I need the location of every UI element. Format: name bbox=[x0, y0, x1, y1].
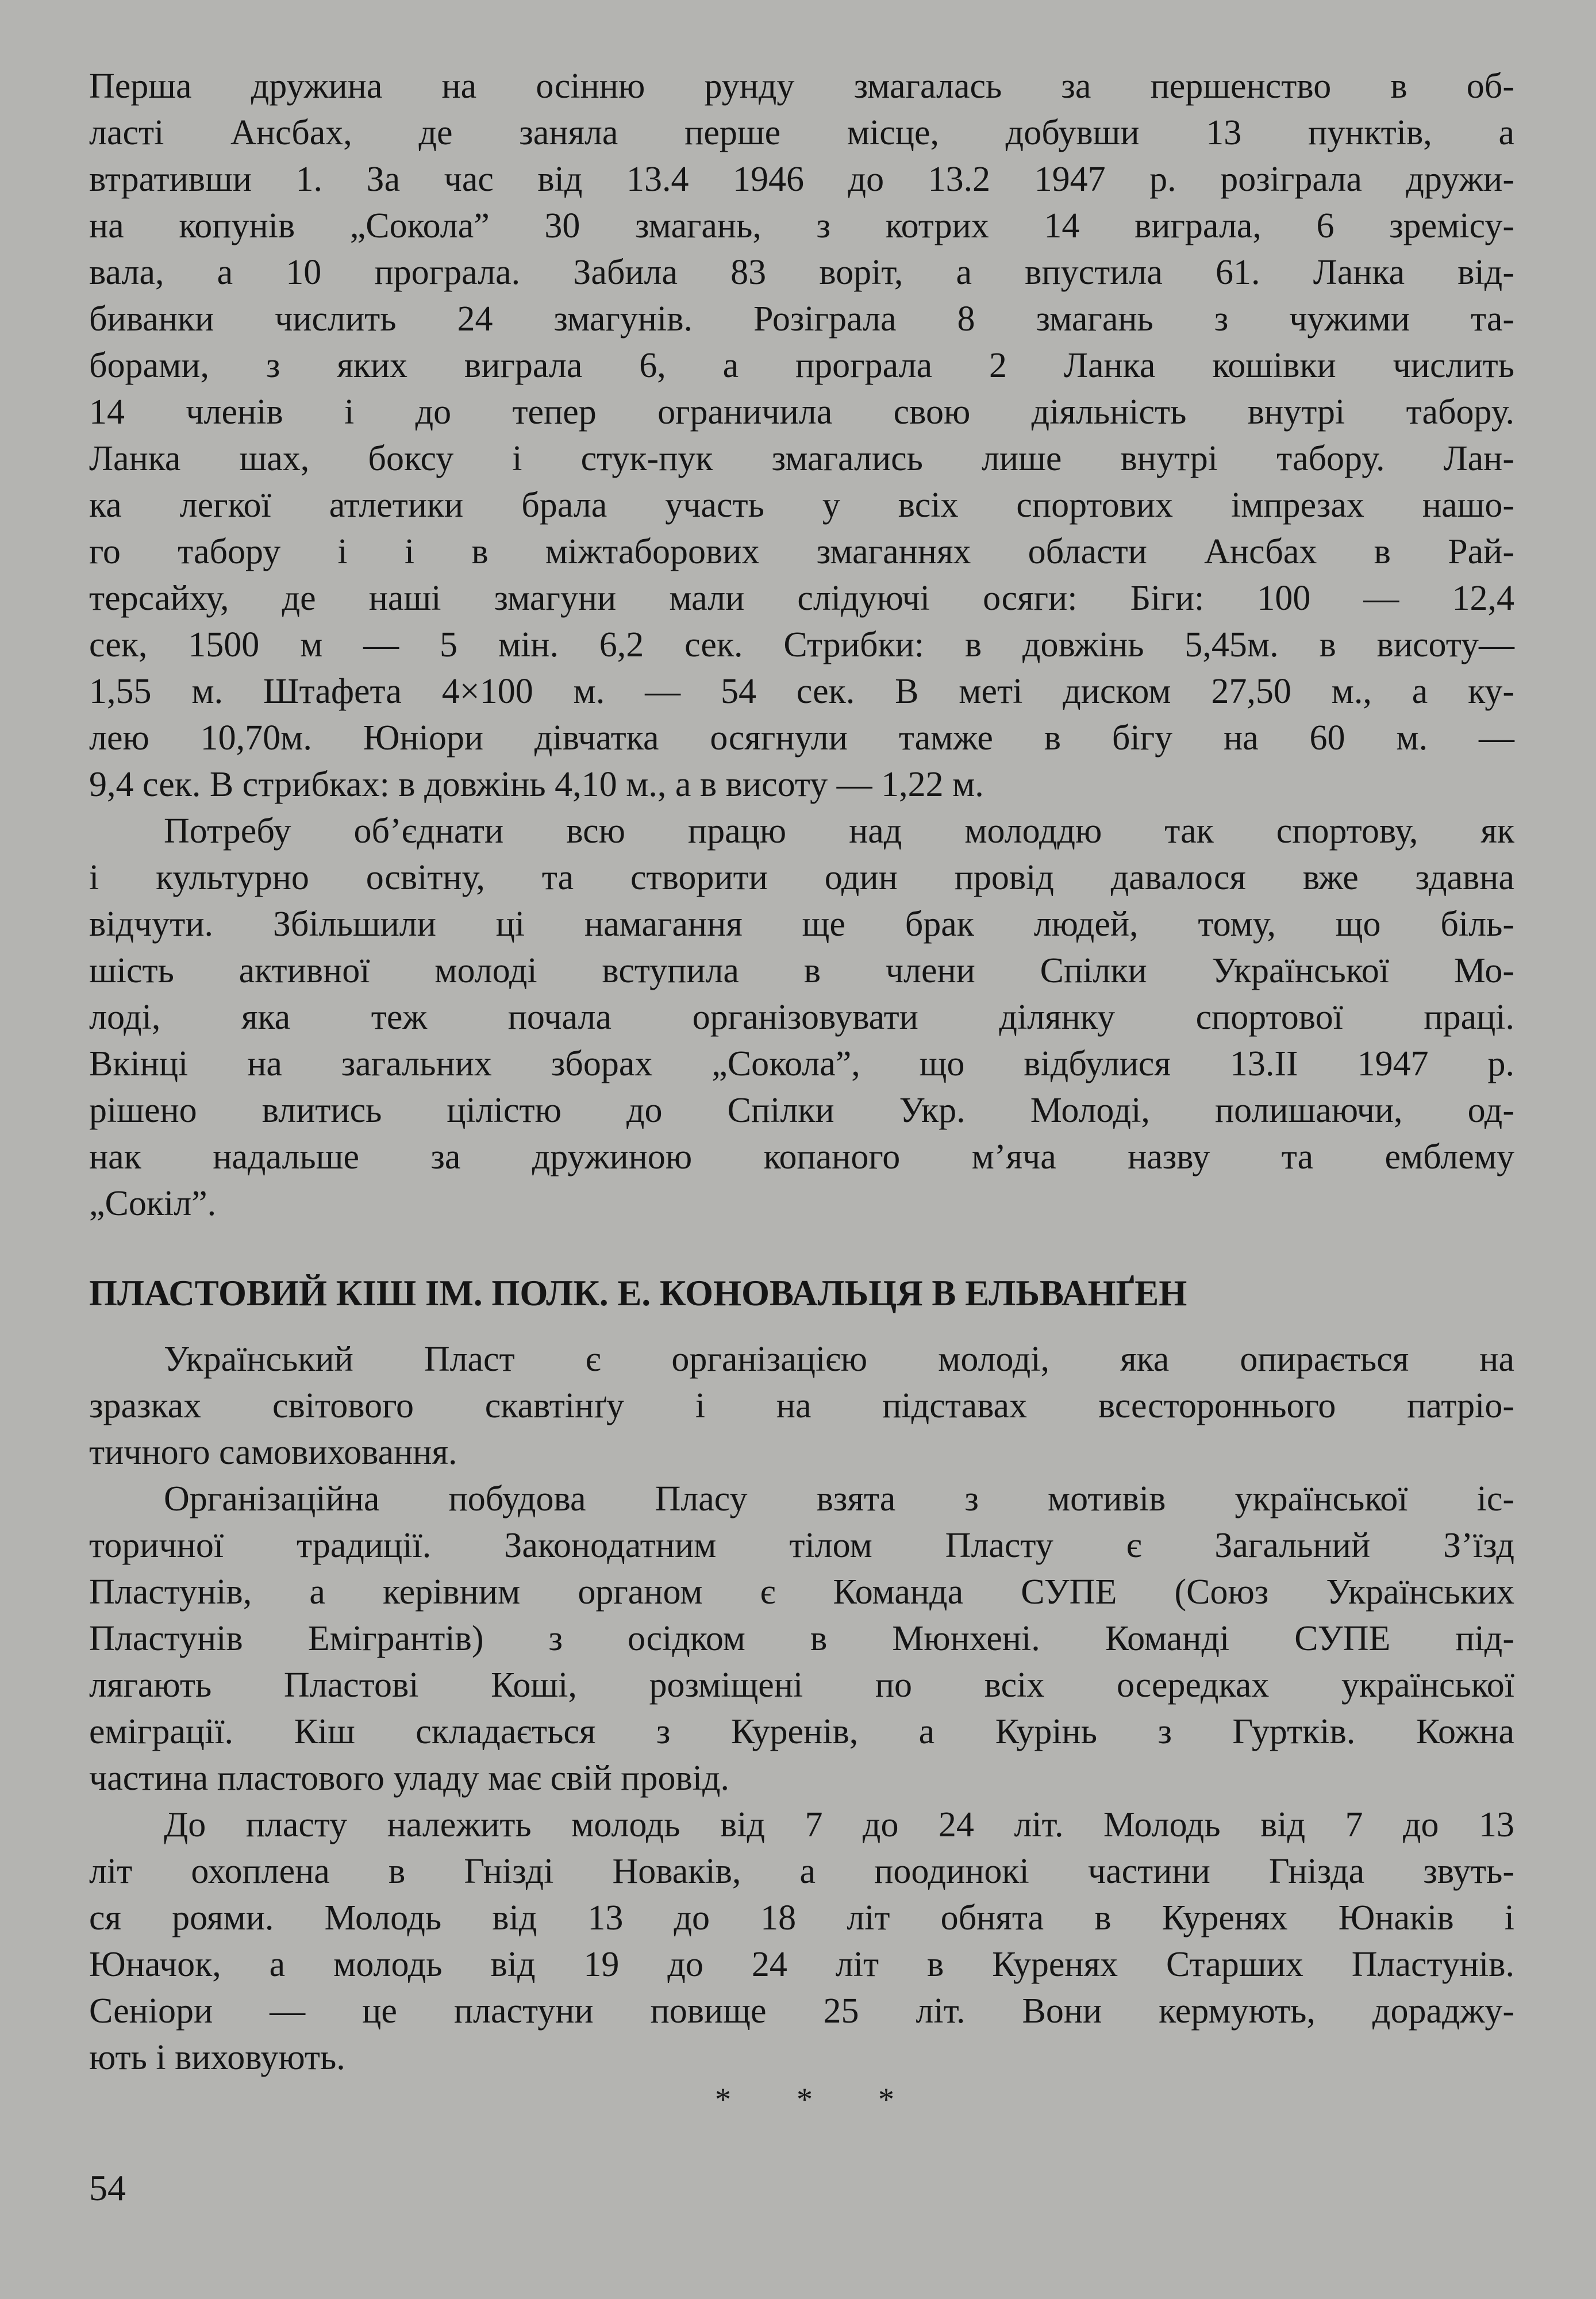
paragraph bbox=[89, 63, 1514, 808]
text-line: „Сокіл”. bbox=[89, 1184, 217, 1223]
separator-stars: * * * bbox=[715, 2082, 923, 2117]
text-line: вала, а 10 програла. Забила 83 воріт, а впустила 61. Ланка від- bbox=[89, 253, 1514, 292]
text-line: борами, з яких виграла 6, а програла 2 Ланка кошівки числить bbox=[89, 346, 1514, 385]
text-line: тичного самовиховання. bbox=[89, 1433, 457, 1472]
text-line: биванки числить 24 змагунів. Розіграла 8 змагань з чужими та- bbox=[89, 299, 1514, 339]
text-line: шість активної молоді вступила в члени Спілки Української Мо- bbox=[89, 951, 1514, 990]
text-line: рішено влитись цілістю до Спілки Укр. Молоді, полишаючи, од- bbox=[89, 1091, 1514, 1130]
paragraph bbox=[89, 1336, 1514, 1476]
text-line: 14 членів і до тепер ограничила свою діяльність внутрі табору. bbox=[89, 393, 1514, 432]
text-line: 9,4 сек. В стрибках: в довжінь 4,10 м., а в висоту — 1,22 м. bbox=[89, 765, 984, 804]
text-line: нак надальше за дружиною копаного м’яча назву та емблему bbox=[89, 1137, 1514, 1177]
text-line: Перша дружина на осінню рунду змагалась за першенство в об- bbox=[89, 67, 1514, 106]
text-line: еміграції. Кіш складається з Куренів, а Курінь з Гуртків. Кожна bbox=[89, 1712, 1514, 1751]
text-line: лоді, яка теж почала організовувати ділянку спортової праці. bbox=[89, 998, 1514, 1037]
text-line: ся роями. Молодь від 13 до 18 літ обнята в Куренях Юнаків і bbox=[89, 1898, 1514, 1937]
text-line: Потребу об’єднати всю працю над молоддю так спортову, як bbox=[164, 812, 1514, 851]
section-plast bbox=[89, 1336, 1514, 2081]
text-line: го табору і і в міжтаборових змаганнях области Ансбах в Рай- bbox=[89, 532, 1514, 571]
text-line: торичної традиції. Законодатним тілом Пласту є Загальний З’їзд bbox=[89, 1526, 1514, 1565]
paragraph bbox=[89, 808, 1514, 1227]
text-line: сек, 1500 м — 5 мін. 6,2 сек. Стрибки: в довжінь 5,45м. в висоту— bbox=[89, 625, 1514, 664]
page-content bbox=[89, 63, 1514, 2118]
text-line: Пластунів, а керівним органом є Команда СУПЕ (Союз Українських bbox=[89, 1573, 1514, 1612]
text-line: ють і виховують. bbox=[89, 2038, 345, 2077]
text-line: ласті Ансбах, де заняла перше місце, добувши 13 пунктів, а bbox=[89, 113, 1514, 152]
section-sokil-sports bbox=[89, 63, 1514, 1227]
text-line: зразках світового скавтінґу і на підставах всестороннього патріо- bbox=[89, 1386, 1514, 1425]
text-line: відчути. Збільшили ці намагання ще брак людей, тому, що біль- bbox=[89, 905, 1514, 944]
text-line: 1,55 м. Штафета 4×100 м. — 54 сек. В меті диском 27,50 м., а ку- bbox=[89, 672, 1514, 711]
page-number: 54 bbox=[89, 2167, 126, 2208]
text-line: терсайху, де наші змагуни мали слідуючі осяги: Біги: 100 — 12,4 bbox=[89, 579, 1514, 618]
text-line: частина пластового уладу має свій провід. bbox=[89, 1759, 730, 1798]
text-line: Юначок, а молодь від 19 до 24 літ в Куренях Старших Пластунів. bbox=[89, 1945, 1514, 1984]
text-line: Пластунів Емігрантів) з осідком в Мюнхені. Команді СУПЕ під- bbox=[89, 1619, 1514, 1658]
text-line: втративши 1. За час від 13.4 1946 до 13.2 1947 р. розіграла дружи- bbox=[89, 160, 1514, 199]
text-line: Сеніори — це пластуни повище 25 літ. Вони кермують, дораджу- bbox=[89, 1992, 1514, 2031]
paragraph bbox=[89, 1476, 1514, 1802]
text-line: Ланка шах, боксу і стук-пук змагались лише внутрі табору. Лан- bbox=[89, 439, 1514, 478]
paragraph bbox=[89, 1802, 1514, 2081]
text-line: і культурно освітну, та створити один провід давалося вже здавна bbox=[89, 858, 1514, 897]
text-line: літ охоплена в Гнізді Новаків, а поодинокі частини Гнізда звуть- bbox=[89, 1852, 1514, 1891]
text-line: ка легкої атлетики брала участь у всіх спортових імпрезах нашо- bbox=[89, 486, 1514, 525]
text-line: Вкінці на загальних зборах „Сокола”, що відбулися 13.II 1947 р. bbox=[89, 1044, 1514, 1083]
text-line: Організаційна побудова Пласу взята з мотивів української іс- bbox=[164, 1479, 1514, 1518]
text-line: лею 10,70м. Юніори дівчатка осягнули тамже в бігу на 60 м. — bbox=[89, 718, 1514, 758]
text-line: До пласту належить молодь від 7 до 24 літ. Молодь від 7 до 13 bbox=[164, 1805, 1514, 1844]
text-line: Український Пласт є організацією молоді, яка опирається на bbox=[164, 1340, 1514, 1379]
text-line: лягають Пластові Коші, розміщені по всіх осередках української bbox=[89, 1666, 1514, 1705]
section-heading: ПЛАСТОВИЙ КІШ ІМ. ПОЛК. Е. КОНОВАЛЬЦЯ В ЕЛЬВАНҐЕН bbox=[89, 1273, 1187, 1313]
text-line: на копунів „Сокола” 30 змагань, з котрих 14 виграла, 6 зремісу- bbox=[89, 206, 1514, 245]
